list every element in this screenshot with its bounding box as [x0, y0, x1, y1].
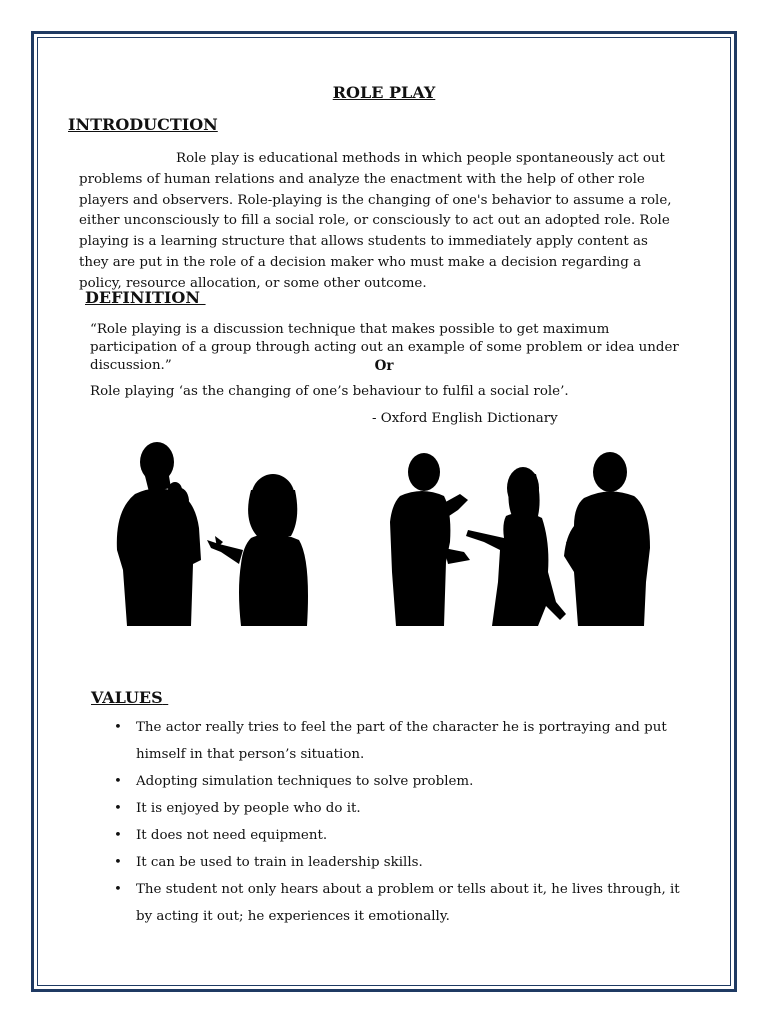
definition-or: Or [374, 358, 394, 374]
silhouette-group-image [388, 452, 658, 626]
list-item: • Adopting simulation techniques to solve problem. [114, 768, 694, 795]
definition-alternate: Role playing ‘as the changing of one’s behaviour to fulfil a social role’. [90, 384, 569, 399]
bullet-icon: • [114, 882, 122, 897]
introduction-text: Role play is educational methods in which people spontaneously act out problems of human relations and analyze the enactment with the help of other role players and observers. Role-playing is the changing of one's behavior to assume a role, either unconsciously to fill a social role, or consciously to act out an adopted role. Role playing is a learning structure that allows students to immediately apply content as they are put in the role of a decision maker who must make a decision regarding a policy, resource allocation, or some other outcome. [79, 151, 672, 291]
silhouette-pair-image [115, 440, 315, 626]
bullet-icon: • [114, 774, 122, 789]
introduction-paragraph [79, 149, 679, 295]
list-item: • The student not only hears about a problem or tells about it, he lives through, it by acting it out; he experiences it emotionally. [114, 876, 694, 930]
definition-heading: DEFINITION [85, 288, 200, 307]
introduction-heading: INTRODUCTION [68, 115, 218, 134]
values-list [114, 714, 694, 930]
bullet-icon: • [114, 828, 122, 843]
page-title: ROLE PLAY [332, 83, 436, 102]
bullet-icon: • [114, 720, 122, 735]
list-item: • It is enjoyed by people who do it. [114, 795, 694, 822]
bullet-icon: • [114, 855, 122, 870]
list-item: • It can be used to train in leadership skills. [114, 849, 694, 876]
definition-quote: “Role playing is a discussion technique that makes possible to get maximum participation of a group through acting out an example of some problem or idea under discussion.” [90, 322, 679, 373]
list-item: • The actor really tries to feel the part of the character he is portraying and put himself in that person’s situation. [114, 714, 694, 768]
bullet-icon: • [114, 801, 122, 816]
values-heading: VALUES [91, 688, 163, 707]
definition-source: - Oxford English Dictionary [372, 411, 558, 426]
list-item: • It does not need equipment. [114, 822, 694, 849]
